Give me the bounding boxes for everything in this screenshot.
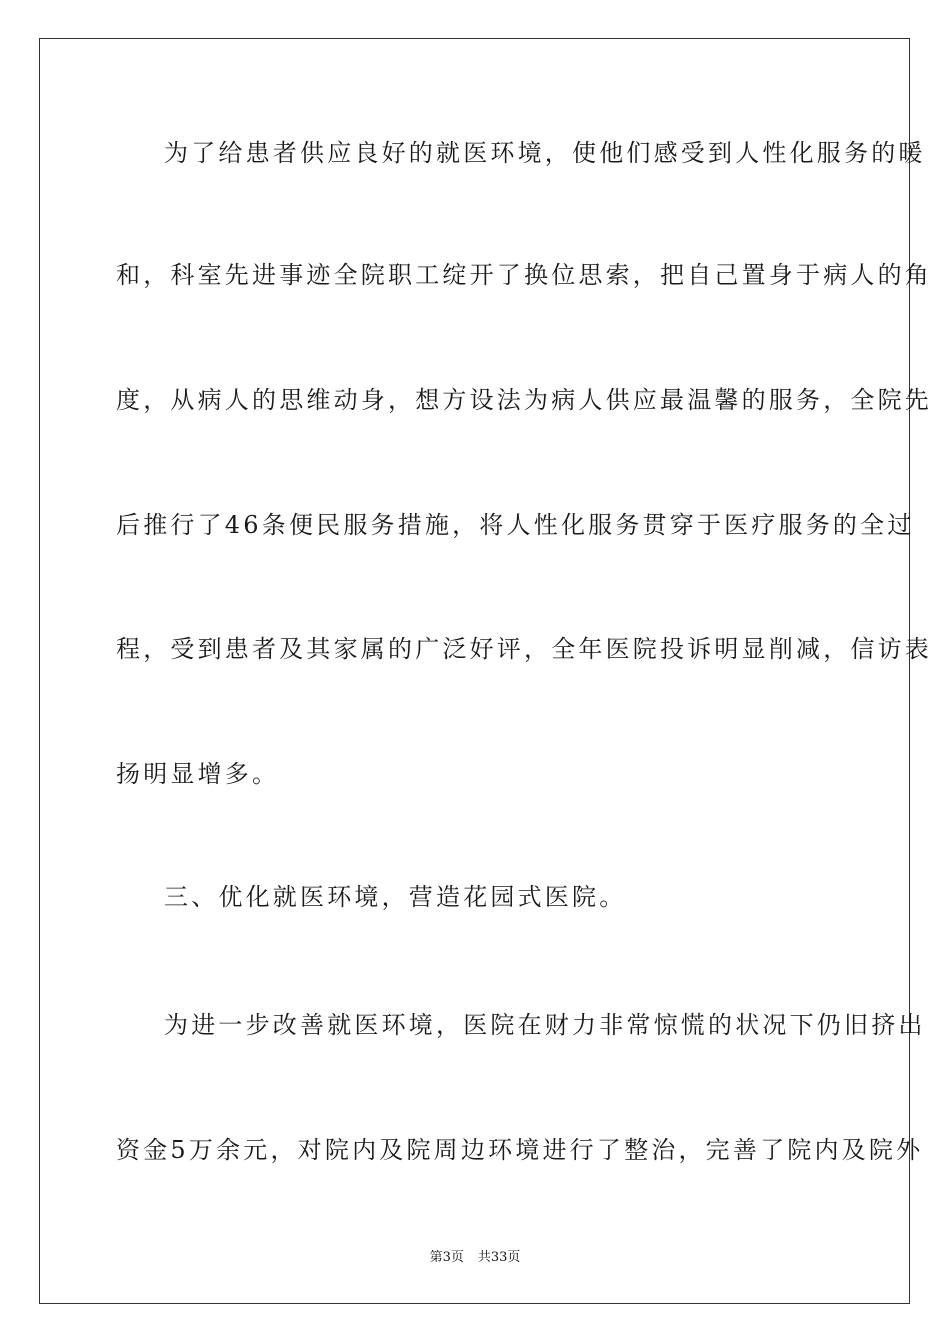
paragraph-1-line-3: 度，从病人的思维动身，想方设法为病人供应最温馨的服务，全院先 [116, 386, 932, 414]
paragraph-1-line-6: 扬明显增多。 [116, 760, 280, 788]
page-total: 共33页 [477, 1250, 521, 1265]
paragraph-1-line-2: 和，科室先进事迹全院职工绽开了换位思索，把自己置身于病人的角 [116, 261, 932, 289]
section-heading: 三、优化就医环境，营造花园式医院。 [164, 883, 627, 911]
page-border [39, 38, 932, 1304]
page-number: 第3页 [429, 1250, 464, 1265]
paragraph-2-line-2: 资金5万余元，对院内及院周边环境进行了整治，完善了院内及院外 [116, 1136, 924, 1164]
paragraph-1-line-5: 程，受到患者及其家属的广泛好评，全年医院投诉明显削减，信访表 [116, 635, 932, 663]
paragraph-2-line-1: 为进一步改善就医环境，医院在财力非常惊慌的状况下仍旧挤出 [164, 1011, 926, 1039]
page-footer [0, 1246, 950, 1265]
paragraph-1-line-1: 为了给患者供应良好的就医环境，使他们感受到人性化服务的暖 [164, 139, 926, 167]
paragraph-1-line-4: 后推行了46条便民服务措施，将人性化服务贯穿于医疗服务的全过 [116, 511, 915, 539]
